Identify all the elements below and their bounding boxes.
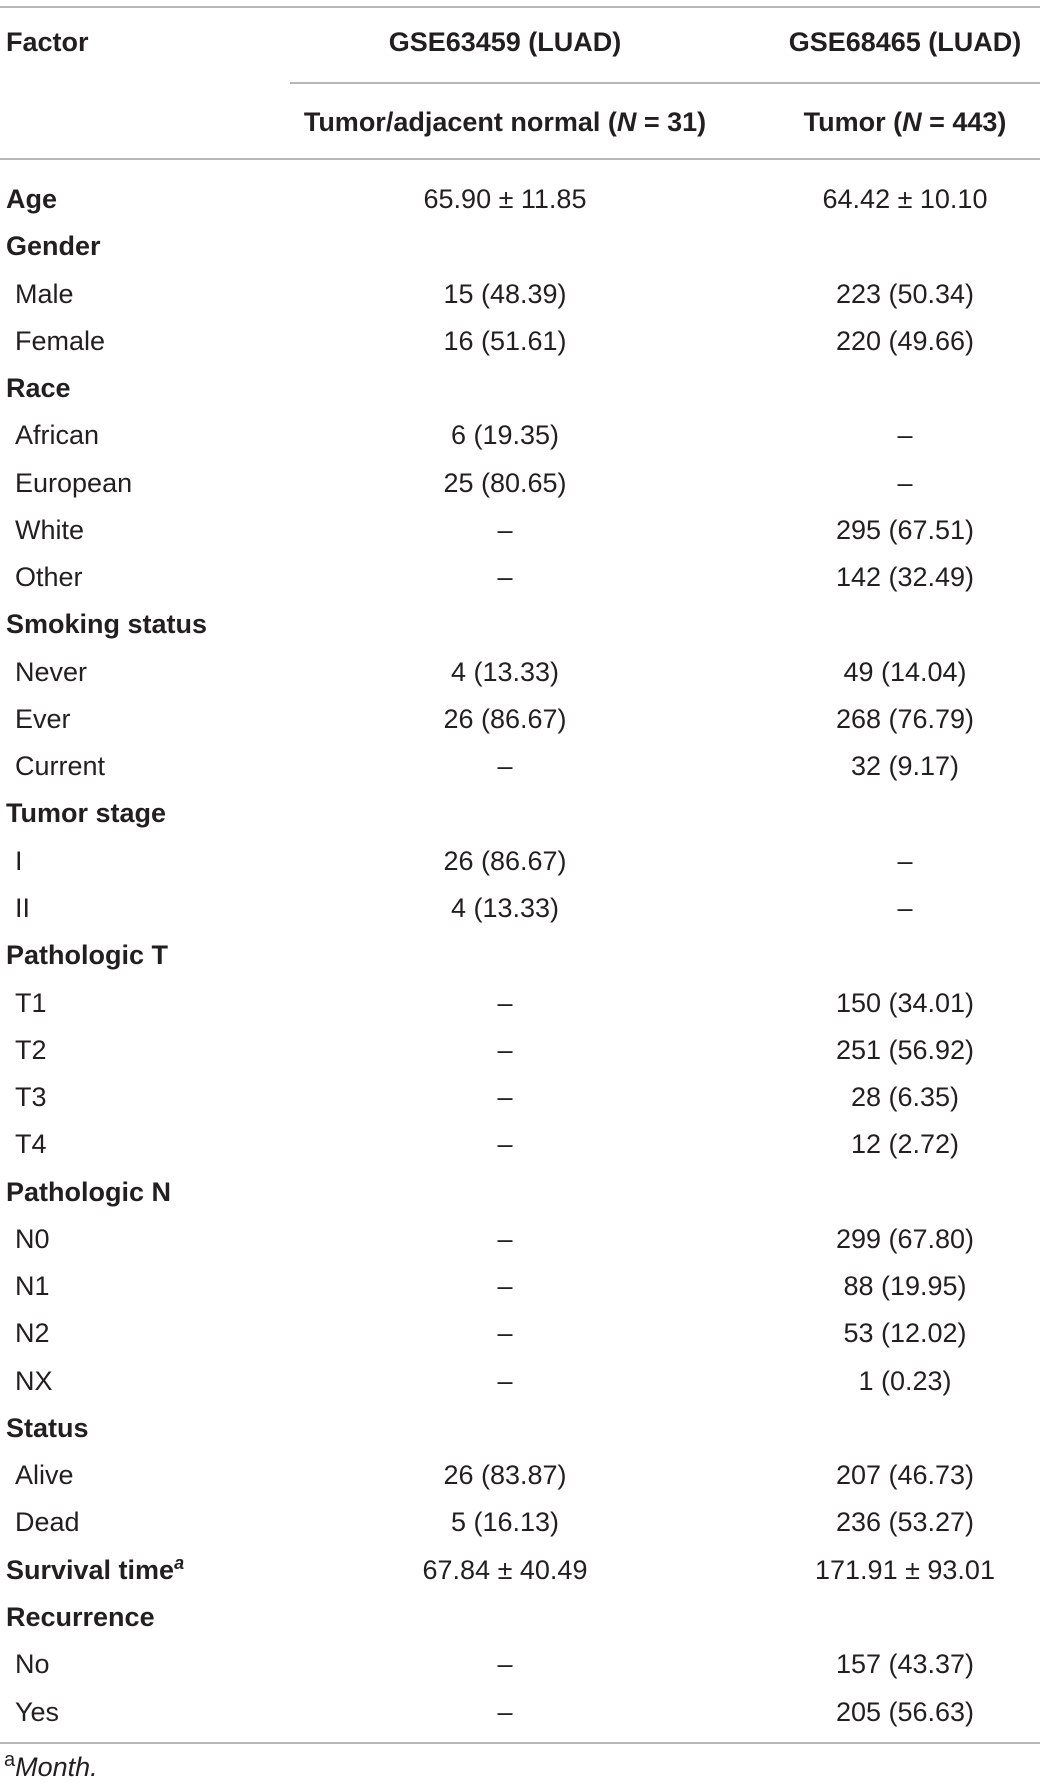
cell-gse63459: – [497, 1082, 513, 1113]
header-col1-sub-n: N [616, 107, 637, 137]
row-label [6, 790, 166, 837]
row-label-text: European [15, 467, 133, 498]
cell-gse68465: 223 (50.34) [835, 278, 975, 309]
cell-gse68465: 251 (56.92) [835, 1034, 975, 1065]
row-label-text: N1 [15, 1271, 50, 1302]
row-label-text: Race [6, 373, 71, 404]
row-label-text: II [15, 892, 31, 923]
cell-gse68465: – [897, 467, 913, 498]
table-category-row [0, 1594, 1040, 1641]
cell-gse63459: – [497, 1223, 513, 1254]
cell-gse63459: 65.90 ± 11.85 [423, 184, 587, 214]
row-label [15, 1499, 80, 1546]
cell-gse68465: 157 (43.37) [835, 1649, 975, 1680]
table-row [0, 554, 1040, 601]
cell-gse63459: – [497, 1696, 513, 1727]
row-label [15, 412, 99, 459]
row-label-text: Male [15, 278, 74, 309]
cell-gse63459: 4 (13.33) [450, 656, 560, 687]
row-label-text: Pathologic T [6, 940, 168, 971]
cell-gse68465: 150 (34.01) [835, 987, 975, 1018]
cell-gse63459: 16 (51.61) [443, 325, 567, 356]
row-label [15, 554, 83, 601]
cell-gse68465: 64.42 ± 10.10 [822, 184, 988, 214]
table-top-rule [0, 6, 1040, 8]
header-col2-sub-n: N [902, 107, 922, 137]
row-label-text: T3 [15, 1082, 47, 1113]
row-label [15, 507, 84, 554]
row-label-text: Pathologic N [6, 1176, 172, 1207]
row-label-text: Age [6, 184, 58, 214]
table-row [0, 1310, 1040, 1357]
table-row [0, 412, 1040, 459]
table-bottom-rule [0, 1742, 1040, 1744]
row-label-text: Other [15, 562, 83, 593]
row-label-text: Ever [15, 703, 71, 734]
row-label [6, 1547, 184, 1594]
row-label [15, 838, 23, 885]
cell-gse68465: – [897, 892, 913, 923]
cell-gse63459: – [497, 514, 513, 545]
cell-gse68465: 1 (0.23) [858, 1365, 952, 1396]
row-label-text: Status [6, 1412, 89, 1443]
header-mid-rule [290, 82, 1040, 84]
table-row [0, 1641, 1040, 1688]
cell-gse68465: 32 (9.17) [850, 751, 960, 782]
cell-gse68465: 220 (49.66) [835, 325, 975, 356]
cell-gse68465: 53 (12.02) [843, 1318, 967, 1349]
cell-gse63459: 26 (86.67) [443, 845, 567, 876]
row-label-text: Dead [15, 1507, 80, 1538]
cell-gse63459: – [497, 1318, 513, 1349]
table-category-row [0, 790, 1040, 837]
cell-gse68465: 12 (2.72) [850, 1129, 960, 1160]
table-row [0, 1027, 1040, 1074]
row-label-text: N0 [15, 1223, 50, 1254]
header-col2-sub-suffix: = 443) [921, 107, 1007, 137]
row-label [15, 1263, 50, 1310]
table-category-row [0, 365, 1040, 412]
row-label [15, 1689, 59, 1736]
header-col2-dataset: GSE68465 (LUAD) [788, 27, 1022, 57]
row-label [15, 885, 30, 932]
row-label [15, 1027, 47, 1074]
row-label-text: Survival time [6, 1554, 175, 1585]
cell-gse63459: – [497, 1034, 513, 1065]
header-col1-sub-prefix: Tumor/adjacent normal ( [303, 107, 617, 137]
cell-gse63459: 15 (48.39) [443, 278, 567, 309]
cell-gse63459: 5 (16.13) [450, 1507, 560, 1538]
cell-gse68465: 205 (56.63) [835, 1696, 975, 1727]
cell-gse68465: 236 (53.27) [835, 1507, 975, 1538]
row-label-text: T1 [15, 987, 47, 1018]
cell-gse68465: 28 (6.35) [850, 1082, 960, 1113]
row-label-text: Recurrence [6, 1601, 155, 1632]
row-label [15, 271, 74, 318]
row-label [6, 223, 101, 270]
header-col1-sub-suffix: = 31) [636, 107, 707, 137]
row-label [15, 1310, 50, 1357]
row-label [6, 1594, 155, 1641]
header-col1-dataset: GSE63459 (LUAD) [388, 27, 622, 57]
cell-gse63459: – [497, 1649, 513, 1680]
row-label-text: T2 [15, 1034, 47, 1065]
row-label [6, 365, 71, 412]
row-label-text: African [15, 420, 100, 451]
cell-gse63459: 6 (19.35) [450, 420, 560, 451]
cell-gse63459: 4 (13.33) [450, 892, 560, 923]
table-row [0, 1121, 1040, 1168]
cell-gse63459: 26 (83.87) [443, 1460, 567, 1491]
cell-gse63459: – [497, 987, 513, 1018]
row-label [6, 932, 168, 979]
row-label-text: N2 [15, 1318, 50, 1349]
table-category-row [0, 601, 1040, 648]
row-label-text: Yes [15, 1696, 60, 1727]
table-category-row [0, 1405, 1040, 1452]
cell-gse63459: 67.84 ± 40.49 [422, 1554, 588, 1585]
cell-gse63459: 25 (80.65) [443, 467, 567, 498]
row-label [15, 649, 87, 696]
row-label-text: Tumor stage [6, 798, 167, 829]
table-category-row [0, 1169, 1040, 1216]
cell-gse68465: 171.91 ± 93.01 [815, 1554, 995, 1585]
row-label [15, 696, 71, 743]
table-row [0, 271, 1040, 318]
header-factor: Factor [6, 27, 89, 57]
table-row [0, 1499, 1040, 1546]
row-label [15, 1074, 47, 1121]
table-row [0, 1074, 1040, 1121]
row-label [6, 1405, 89, 1452]
header-col2-subtitle [770, 106, 1040, 138]
cell-gse68465: 142 (32.49) [835, 562, 975, 593]
row-label [15, 460, 132, 507]
cell-gse63459: 26 (86.67) [443, 703, 567, 734]
row-label [15, 318, 105, 365]
row-label [15, 1216, 50, 1263]
table-row [0, 696, 1040, 743]
cell-gse68465: 295 (67.51) [835, 514, 975, 545]
table-row [0, 1689, 1040, 1736]
row-label [15, 1121, 47, 1168]
row-label-text: T4 [15, 1129, 47, 1160]
table-row [0, 885, 1040, 932]
cell-gse68465: 268 (76.79) [835, 703, 975, 734]
cell-gse68465: 88 (19.95) [843, 1271, 967, 1302]
row-label [15, 1641, 50, 1688]
row-label-text: Gender [6, 231, 101, 262]
row-label-text: Never [15, 656, 88, 687]
table-category-row [0, 932, 1040, 979]
row-label-text: I [15, 845, 23, 876]
cell-gse68465: 299 (67.80) [835, 1223, 975, 1254]
table-row [0, 507, 1040, 554]
row-label [15, 1452, 74, 1499]
footnote-reference: a [174, 1552, 185, 1573]
row-label-text: Current [15, 751, 106, 782]
table-row [0, 1358, 1040, 1405]
row-label-text: Female [15, 325, 106, 356]
table-category-row [0, 1547, 1040, 1594]
cell-gse63459: – [497, 751, 513, 782]
table-row [0, 743, 1040, 790]
row-label-text: White [15, 514, 85, 545]
row-label [6, 1169, 171, 1216]
row-label [6, 176, 57, 223]
header-col2-sub-prefix: Tumor ( [803, 107, 903, 137]
header-bottom-rule [0, 158, 1040, 160]
cell-gse68465: 207 (46.73) [835, 1460, 975, 1491]
row-label [15, 743, 105, 790]
cell-gse63459: – [497, 1271, 513, 1302]
table-row [0, 318, 1040, 365]
cell-gse63459: – [497, 562, 513, 593]
row-label-text: Smoking status [6, 609, 208, 640]
row-label [15, 980, 47, 1027]
table-row [0, 1216, 1040, 1263]
table-row [0, 649, 1040, 696]
table-category-row [0, 176, 1040, 223]
row-label [15, 1358, 53, 1405]
table-row [0, 460, 1040, 507]
table-footnote [4, 1750, 98, 1784]
table-body [0, 176, 1040, 1736]
cell-gse68465: 49 (14.04) [843, 656, 967, 687]
cell-gse63459: – [497, 1365, 513, 1396]
header-col1-subtitle [260, 106, 750, 138]
row-label [6, 601, 207, 648]
row-label-text: No [15, 1649, 50, 1680]
cell-gse63459: – [497, 1129, 513, 1160]
table-row [0, 1452, 1040, 1499]
row-label-text: Alive [15, 1460, 74, 1491]
table-row [0, 838, 1040, 885]
table-row [0, 1263, 1040, 1310]
table-row [0, 980, 1040, 1027]
footnote-text: Month. [15, 1752, 98, 1782]
footnote-mark: a [4, 1749, 16, 1771]
row-label-text: NX [15, 1365, 53, 1396]
cell-gse68465: – [897, 420, 913, 451]
table-category-row [0, 223, 1040, 270]
cell-gse68465: – [897, 845, 913, 876]
